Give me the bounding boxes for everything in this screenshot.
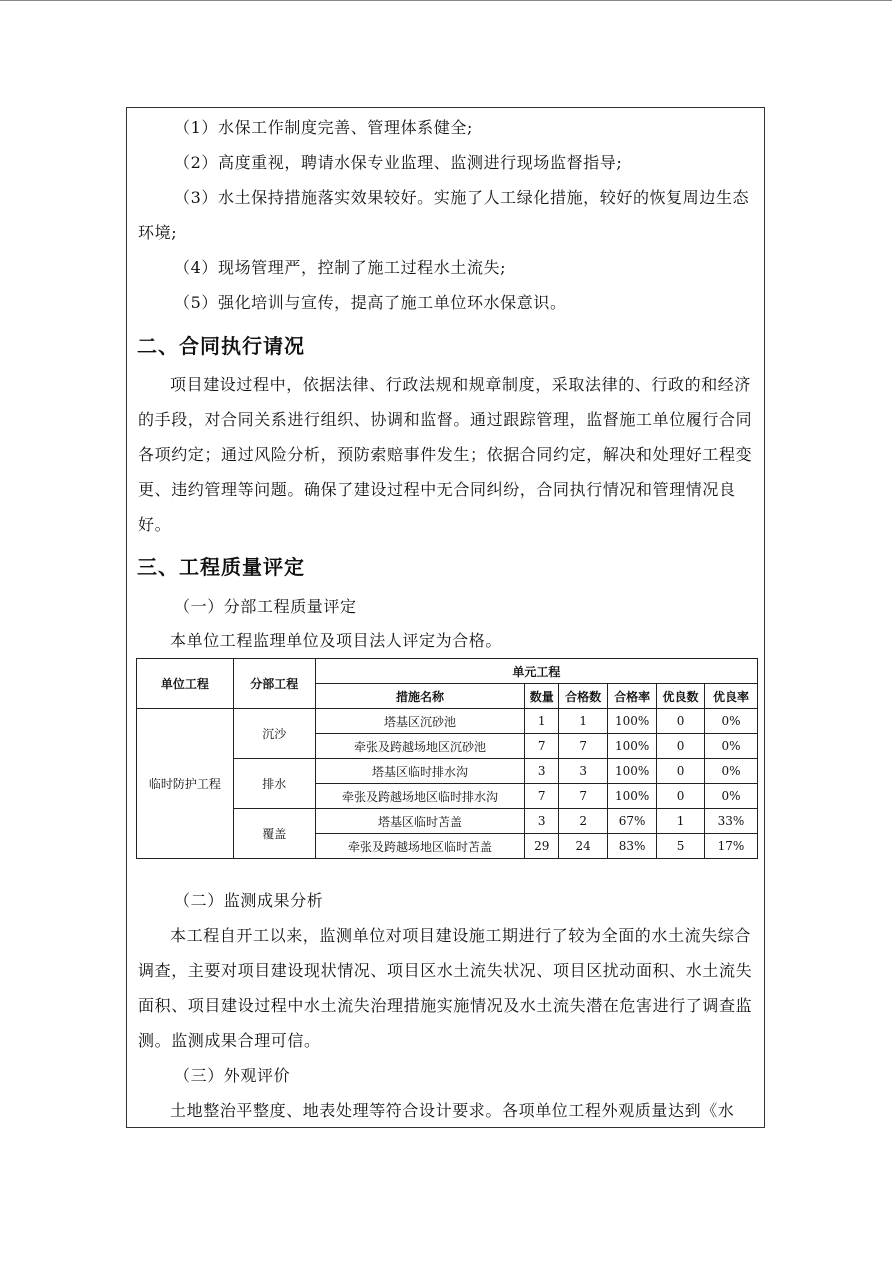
count-cell: 7 [525, 784, 559, 809]
part-cell: 覆盖 [233, 809, 315, 859]
good-cell: 0 [657, 709, 705, 734]
pass-rate-cell: 100% [608, 784, 657, 809]
measure-cell: 牵张及跨越场地区临时排水沟 [315, 784, 525, 809]
header-count: 数量 [525, 684, 559, 709]
page-top-edge [0, 0, 892, 1]
subsection-2-text: 本工程自开工以来，监测单位对项目建设施工期进行了较为全面的水土流失综合调查，主要对项目建设现状情况、项目区水土流失状况、项目区扰动面积、水土流失面积、项目建设过程中水土流失治理措施实施情况及水土流失潜在危害进行了调查监测。监测成果合理可信。 [138, 926, 753, 1050]
count-cell: 3 [525, 809, 559, 834]
count-cell: 7 [525, 734, 559, 759]
subsection-3-text: 土地整治平整度、地表处理等符合设计要求。各项单位工程外观质量达到《水 [170, 1101, 735, 1120]
header-passed: 合格数 [559, 684, 608, 709]
good-rate-cell: 0% [705, 734, 758, 759]
list-item-4: （4）现场管理严，控制了施工过程水土流失; [174, 258, 507, 277]
good-rate-cell: 0% [705, 784, 758, 809]
list-item-5: （5）强化培训与宣传，提高了施工单位环水保意识。 [174, 293, 567, 312]
good-rate-cell: 0% [705, 759, 758, 784]
good-cell: 0 [657, 784, 705, 809]
measure-cell: 塔基区临时排水沟 [315, 759, 525, 784]
subsection-2-heading: （二）监测成果分析 [174, 891, 324, 910]
header-pass-rate: 合格率 [608, 684, 657, 709]
count-cell: 1 [525, 709, 559, 734]
good-rate-cell: 33% [705, 809, 758, 834]
passed-cell: 3 [559, 759, 608, 784]
section-2-heading: 二、合同执行请况 [137, 334, 305, 358]
header-good: 优良数 [657, 684, 705, 709]
unit-name-cell: 临时防护工程 [137, 709, 234, 859]
subsection-1-text: 本单位工程监理单位及项目法人评定为合格。 [170, 631, 503, 650]
header-measure: 措施名称 [315, 684, 525, 709]
good-rate-cell: 0% [705, 709, 758, 734]
passed-cell: 7 [559, 734, 608, 759]
passed-cell: 2 [559, 809, 608, 834]
measure-cell: 塔基区沉砂池 [315, 709, 525, 734]
part-cell: 排水 [233, 759, 315, 809]
header-group: 单元工程 [315, 659, 757, 684]
unit-quality-table [136, 658, 758, 859]
list-item-3: （3）水土保持措施落实效果较好。实施了人工绿化措施，较好的恢复周边生态环境; [138, 188, 750, 242]
count-cell: 3 [525, 759, 559, 784]
document-frame [126, 107, 765, 1128]
table-row [137, 709, 758, 734]
measure-cell: 牵张及跨越场地区临时苫盖 [315, 834, 525, 859]
pass-rate-cell: 67% [608, 809, 657, 834]
passed-cell: 24 [559, 834, 608, 859]
list-item-2: （2）高度重视，聘请水保专业监理、监测进行现场监督指导; [174, 153, 623, 172]
pass-rate-cell: 100% [608, 734, 657, 759]
header-good-rate: 优良率 [705, 684, 758, 709]
pass-rate-cell: 83% [608, 834, 657, 859]
good-rate-cell: 17% [705, 834, 758, 859]
header-part: 分部工程 [233, 659, 315, 709]
header-unit: 单位工程 [137, 659, 234, 709]
section-3-heading: 三、工程质量评定 [137, 555, 305, 579]
good-cell: 0 [657, 759, 705, 784]
pass-rate-cell: 100% [608, 709, 657, 734]
good-cell: 5 [657, 834, 705, 859]
measure-cell: 牵张及跨越场地区沉砂池 [315, 734, 525, 759]
good-cell: 0 [657, 734, 705, 759]
pass-rate-cell: 100% [608, 759, 657, 784]
subsection-3-heading: （三）外观评价 [174, 1066, 291, 1085]
section-2-body: 项目建设过程中，依据法律、行政法规和规章制度，采取法律的、行政的和经济的手段，对合同关系进行组织、协调和监督。通过跟踪管理，监督施工单位履行合同各项约定；通过风险分析，预防索赔事件发生；依据合同约定，解决和处理好工程变更、违约管理等问题。确保了建设过程中无合同纠纷，合同执行情况和管理情况良好。 [138, 375, 753, 534]
good-cell: 1 [657, 809, 705, 834]
measure-cell: 塔基区临时苫盖 [315, 809, 525, 834]
list-item-1: （1）水保工作制度完善、管理体系健全; [174, 118, 473, 137]
count-cell: 29 [525, 834, 559, 859]
subsection-1-heading: （一）分部工程质量评定 [174, 597, 357, 616]
passed-cell: 7 [559, 784, 608, 809]
part-cell: 沉沙 [233, 709, 315, 759]
passed-cell: 1 [559, 709, 608, 734]
